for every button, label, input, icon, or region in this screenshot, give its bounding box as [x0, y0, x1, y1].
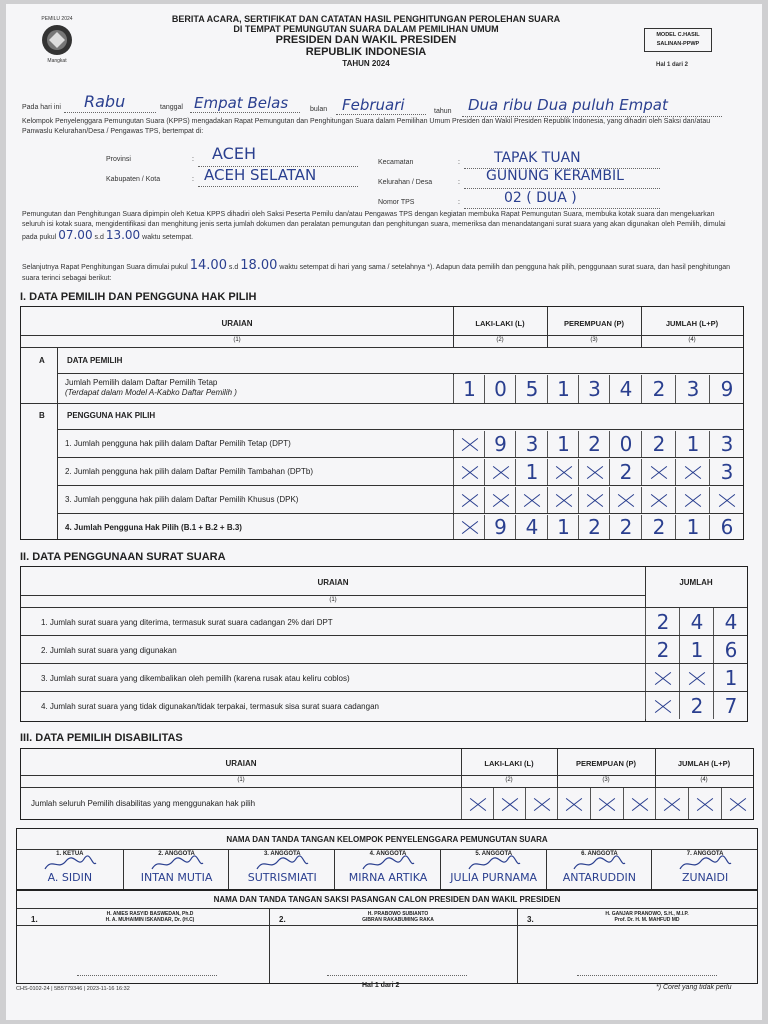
provinsi-colon: : [192, 156, 194, 163]
s1-cell [515, 515, 548, 539]
kpps-member-name: JULIA PURNAMA [450, 871, 538, 884]
kpps-member-name: ZUNAIDI [681, 871, 729, 884]
s2-cell [645, 608, 680, 635]
s3-cell [688, 788, 721, 819]
s3-n3: (3) [602, 777, 610, 783]
kecamatan-value: TAPAK TUAN [494, 150, 581, 166]
kpps-member-cell [440, 849, 547, 889]
hari-dots [64, 112, 156, 113]
s1-cell [484, 515, 516, 539]
s2-cell [645, 664, 680, 691]
kabupaten-label: Kabupaten / Kota [106, 176, 161, 183]
s1-rule-8 [57, 513, 743, 514]
s3-cell [623, 788, 656, 819]
s1-rule-2 [21, 347, 743, 348]
s1-cell [515, 487, 548, 513]
saksi-signature-table [16, 890, 758, 984]
kelurahan-label: Kelurahan / Desa [378, 179, 433, 186]
digit-value: 9 [494, 515, 507, 539]
count-paragraph [22, 260, 732, 284]
garuda-emblem-icon [36, 23, 78, 57]
footer-left: CHS-0102-24 | 5B5779346 | 2023-11-16 16:32 [16, 986, 130, 992]
cross-mark [645, 489, 673, 511]
cross-mark [683, 667, 711, 689]
s1-cell [641, 459, 676, 485]
s1-col-lp: JUMLAH (L+P) [665, 319, 719, 328]
saksi-sign-line-1 [77, 975, 217, 976]
model-label-2: SALINAN-PPWP [656, 41, 700, 47]
end-time: 13.00 [105, 228, 141, 242]
s1-n1: (1) [233, 337, 241, 343]
kpps-member-name: SUTRISMIATI [247, 871, 317, 884]
s1-a-row-2: (Terdapat dalam Model A-Kabko Daftar Pemilih ) [65, 388, 237, 397]
s3-vrule-b [557, 749, 558, 787]
saksi-vrule-b [517, 908, 518, 983]
digit-value: 2 [588, 515, 601, 539]
cross-mark [581, 489, 609, 511]
section2-table [20, 566, 748, 722]
s1-cell [453, 375, 485, 403]
kecamatan-colon: : [458, 159, 460, 166]
count-intro: Selanjutnya Rapat Penghitungan Suara dimulai pukul [22, 264, 188, 271]
s3-col-lp: JUMLAH (L+P) [677, 759, 731, 768]
kelurahan-dots [464, 188, 660, 189]
s1-cell [675, 431, 710, 457]
logo-bottom-text: Mangkat [47, 58, 67, 64]
start-time: 07.00 [58, 228, 93, 242]
cross-mark [645, 461, 673, 483]
kpps-title: NAMA DAN TANDA TANGAN KELOMPOK PENYELENGGARA PEMUNGUTAN SUARA [226, 835, 548, 844]
form-page [6, 4, 762, 1020]
cross-mark [649, 695, 677, 717]
s3-cell [493, 788, 526, 819]
kpps-member-cell [123, 849, 230, 889]
cross-mark [550, 489, 578, 511]
saksi-sign-line-3 [577, 975, 717, 976]
kpps-role: 6. ANGGOTA [581, 851, 618, 857]
s1-a-letter: A [39, 356, 45, 365]
cross-mark [550, 461, 578, 483]
cross-mark [456, 461, 484, 483]
s1-b1: 1. Jumlah pengguna hak pilih dalam Daftar Pemilih Tetap (DPT) [65, 439, 291, 448]
cross-mark [679, 489, 707, 511]
s1-cell [547, 487, 579, 513]
s1-cell [609, 459, 642, 485]
s1-cell [675, 375, 710, 403]
s1-cell [641, 515, 676, 539]
kpps-role: 7. ANGGOTA [686, 851, 724, 857]
tanggal-dots [190, 112, 300, 113]
s1-cell [547, 431, 579, 457]
digit-value: 9 [720, 377, 734, 401]
s2-rule-1 [21, 595, 645, 596]
digit-value: 1 [686, 515, 700, 539]
digit-value: 3 [588, 377, 601, 401]
tps-dots [464, 208, 660, 209]
hari-label: Pada hari ini [22, 104, 61, 111]
cross-mark [649, 667, 677, 689]
s2-cell [679, 636, 714, 663]
saksi-rule-2 [17, 925, 757, 926]
digit-value: 1 [724, 665, 738, 690]
s3-cell [721, 788, 754, 819]
s2-cell [713, 664, 748, 691]
footer-center: Hal 1 dari 2 [362, 982, 400, 989]
s1-b3: 3. Jumlah pengguna hak pilih dalam Daftar Pemilih Khusus (DPK) [65, 495, 299, 504]
saksi-c1b: H. A. MUHAIMIN ISKANDAR, Dr. (H.C) [105, 917, 195, 923]
digit-value: 9 [494, 432, 507, 456]
saksi-c2b: GIBRAN RAKABUMING RAKA [362, 917, 434, 923]
digit-value: 2 [656, 637, 670, 662]
s1-rule-1 [21, 335, 743, 336]
saksi-rule-1 [17, 908, 757, 909]
cross-mark [691, 793, 719, 815]
s3-vrule-c [655, 749, 656, 787]
s2-rule-5 [21, 691, 747, 692]
s1-cell [578, 487, 610, 513]
provinsi-value: ACEH [212, 144, 256, 163]
s1-cell [709, 515, 744, 539]
sd-2: s.d [228, 264, 239, 271]
kpps-role: 3. ANGGOTA [263, 851, 301, 857]
kpps-role: 1. KETUA [56, 851, 84, 857]
digit-value: 2 [652, 377, 666, 401]
saksi-title: NAMA DAN TANDA TANGAN SAKSI PASANGAN CALON PRESIDEN DAN WAKIL PRESIDEN [213, 895, 561, 904]
s1-a-title: DATA PEMILIH [67, 356, 123, 365]
cross-mark [679, 461, 707, 483]
bulan-label: bulan [310, 106, 328, 113]
s1-b-letter: B [39, 411, 45, 420]
footer-right: *) Coret yang tidak perlu [656, 984, 732, 991]
cross-mark [713, 489, 741, 511]
s3-n2: (2) [505, 777, 513, 783]
digit-value: 2 [652, 432, 666, 456]
kpps-member-name: MIRNA ARTIKA [348, 871, 428, 884]
s1-rule-4 [21, 403, 743, 404]
section1-title: I. DATA PEMILIH DAN PENGGUNA HAK PILIH [20, 291, 257, 303]
s1-b4: 4. Jumlah Pengguna Hak Pilih (B.1 + B.2 + B.3) [65, 523, 242, 532]
section1-table [20, 306, 744, 540]
s1-cell [709, 375, 744, 403]
s2-col-jumlah: JUMLAH [679, 578, 713, 587]
cross-mark [626, 793, 654, 815]
digit-value: 5 [525, 377, 539, 401]
digit-value: 2 [588, 432, 601, 456]
s1-cell [484, 487, 516, 513]
saksi-vrule-a [269, 908, 270, 983]
s2-rule-2 [21, 607, 747, 608]
bulan-value: Februari [342, 96, 405, 114]
s1-cell [609, 487, 642, 513]
digit-value: 1 [557, 377, 570, 401]
digit-value: 2 [652, 515, 666, 539]
header-title [106, 14, 626, 68]
s1-cell [515, 459, 548, 485]
header-line-2: DI TEMPAT PEMUNGUTAN SUARA DALAM PEMILIHAN UMUM [233, 24, 499, 34]
header-line-5: TAHUN 2024 [342, 59, 390, 68]
s3-col-p: PEREMPUAN (P) [575, 759, 636, 768]
logo-top-text: PEMILU 2024 [41, 16, 73, 22]
s1-cell [641, 375, 676, 403]
kpps-member-cell [334, 849, 441, 889]
sd-1: s.d [94, 234, 104, 241]
kpps-member-cell [17, 849, 123, 889]
s1-cell [453, 487, 485, 513]
s2-r4: 4. Jumlah surat suara yang tidak digunakan/tidak terpakai, termasuk sisa surat suara cadangan [41, 702, 379, 711]
s2-cell [645, 636, 680, 663]
digit-value: 1 [686, 432, 700, 456]
kabupaten-dots [198, 186, 358, 187]
s1-vrule-d [641, 307, 642, 347]
s1-rule-5 [57, 429, 743, 430]
digit-value: 4 [724, 609, 738, 634]
digit-value: 4 [619, 377, 633, 401]
s2-r1: 1. Jumlah surat suara yang diterima, termasuk surat suara cadangan 2% dari DPT [41, 618, 333, 627]
tps-colon: : [458, 199, 460, 206]
page-indicator: Hal 1 dari 2 [656, 62, 689, 68]
s1-cell [709, 459, 744, 485]
s2-cell [679, 692, 714, 719]
s1-vrule-b [453, 307, 454, 347]
digit-value: 0 [619, 432, 633, 456]
s1-cell [675, 459, 710, 485]
s1-rule-3 [57, 373, 743, 374]
kpu-logo [36, 16, 78, 66]
cross-mark [581, 461, 609, 483]
s2-cell [713, 608, 748, 635]
header-line-4: REPUBLIK INDONESIA [305, 46, 427, 58]
s1-cell [641, 431, 676, 457]
digit-value: 3 [686, 377, 700, 401]
s1-b-title: PENGGUNA HAK PILIH [67, 411, 156, 420]
kpps-signature-table [16, 828, 758, 890]
digit-value: 3 [720, 432, 734, 456]
s1-cell [515, 375, 548, 403]
kpps-member-name: A. SIDIN [47, 871, 93, 884]
tahun-value: Dua ribu Dua puluh Empat [468, 96, 668, 114]
s1-col-uraian: URAIAN [221, 319, 253, 328]
header-line-1: BERITA ACARA, SERTIFIKAT DAN CATATAN HASIL PENGHITUNGAN PEROLEHAN SUARA [171, 14, 561, 24]
bulan-dots [336, 114, 426, 115]
kpps-member-cell [228, 849, 335, 889]
tps-label: Nomor TPS [378, 199, 415, 206]
kpps-role: 2. ANGGOTA [158, 851, 195, 857]
digit-value: 7 [724, 693, 738, 718]
section2-title: II. DATA PENGGUNAAN SURAT SUARA [20, 551, 226, 563]
s1-cell [609, 515, 642, 539]
s1-cell [609, 431, 642, 457]
s1-cell [609, 375, 642, 403]
model-label-box [644, 28, 712, 52]
cross-mark [658, 793, 686, 815]
kpps-member-cell [651, 849, 758, 889]
s1-b2: 2. Jumlah pengguna hak pilih dalam Daftar Pemilih Tambahan (DPTb) [65, 467, 313, 476]
digit-value: 2 [656, 609, 670, 634]
s3-n1: (1) [237, 777, 245, 783]
kpps-role: 4. ANGGOTA [369, 851, 407, 857]
cross-mark [456, 433, 484, 455]
digit-value: 6 [724, 637, 738, 662]
s1-col-p: PEREMPUAN (P) [563, 319, 624, 328]
s1-n2: (2) [496, 337, 504, 343]
tps-value: 02 ( DUA ) [504, 190, 577, 206]
kabupaten-value: ACEH SELATAN [204, 166, 317, 184]
s3-cell [525, 788, 558, 819]
cross-mark [560, 793, 588, 815]
s3-rule-1 [21, 775, 753, 776]
count-end: 18.00 [240, 258, 278, 273]
cross-mark [518, 489, 546, 511]
kelurahan-colon: : [458, 179, 460, 186]
s1-vrule-c [547, 307, 548, 347]
cross-mark [456, 489, 484, 511]
narrative-text: Pemungutan dan Penghitungan Suara dipimpin oleh Ketua KPPS dihadiri oleh Saksi Peserta Pemilu dan/atau Pengawas TPS dengan kegiatan membuka Rapat Pemungutan Suara, membuka kotak suara dan mengeluarkan seluruh isi kotak suara, mengidentifikasi dan menghitung jenis serta jumlah dokumen dan peralatan pemungutan dan penghitungan suara, memeriksa dan menandatangani surat suara yang akan digunakan oleh Pemilih, dimulai pada pukul [22, 211, 726, 241]
cross-mark [612, 489, 640, 511]
tahun-label: tahun [434, 108, 452, 115]
saksi-c2a: H. PRABOWO SUBIANTO [367, 911, 429, 917]
saksi-sign-line-2 [327, 975, 467, 976]
kecamatan-label: Kecamatan [378, 159, 414, 166]
s1-n4: (4) [688, 337, 696, 343]
s1-cell [453, 431, 485, 457]
digit-value: 6 [720, 515, 734, 539]
s1-cell [484, 431, 516, 457]
count-start: 14.00 [189, 258, 227, 273]
s3-col-l: LAKI-LAKI (L) [484, 759, 534, 768]
s1-cell [547, 515, 579, 539]
saksi-n3: 3. [527, 915, 534, 924]
digit-value: 1 [463, 377, 476, 401]
digit-value: 2 [619, 460, 633, 484]
saksi-n2: 2. [279, 915, 286, 924]
s2-rule-4 [21, 663, 747, 664]
s3-r1: Jumlah seluruh Pemilih disabilitas yang menggunakan hak pilih [31, 799, 256, 808]
s1-rule-7 [57, 485, 743, 486]
s3-n4: (4) [700, 777, 708, 783]
s1-cell [578, 459, 610, 485]
s1-cell [709, 487, 744, 513]
s1-cell [484, 459, 516, 485]
kelurahan-value: GUNUNG KERAMBIL [486, 168, 624, 184]
cross-mark [487, 461, 515, 483]
s1-cell [578, 515, 610, 539]
count-tail: waktu setempat di hari yang sama / setelahnya *). Adapun data pemilih dan pengguna hak pilih, penggunaan surat suara, dan hasil penghitungan suara terinci sebagai berikut: [22, 264, 731, 282]
s3-cell [590, 788, 623, 819]
cross-mark [487, 489, 515, 511]
s2-rule-3 [21, 635, 747, 636]
cross-mark [724, 793, 752, 815]
s2-cell [679, 664, 714, 691]
model-label-1: MODEL C.HASIL [656, 32, 700, 38]
s1-a-row-1: Jumlah Pemilih dalam Daftar Pemilih Tetap [65, 378, 218, 387]
cross-mark [464, 793, 492, 815]
cross-mark [456, 516, 484, 538]
s2-col-uraian: URAIAN [317, 578, 349, 587]
s3-cell [461, 788, 494, 819]
s1-col-l: LAKI-LAKI (L) [475, 319, 525, 328]
s1-n3: (3) [590, 337, 598, 343]
s1-cell [578, 375, 610, 403]
s3-cell [655, 788, 688, 819]
kabupaten-colon: : [192, 176, 194, 183]
kpps-member-name: INTAN MUTIA [140, 871, 213, 884]
waktu-text: waktu setempat. [142, 234, 194, 241]
s1-cell [515, 431, 548, 457]
saksi-c1a: H. ANIES RASYID BASWEDAN, Ph.D [106, 911, 194, 917]
kpps-role: 5. ANGGOTA [475, 851, 513, 857]
kpps-member-cell [546, 849, 653, 889]
s1-cell [547, 375, 579, 403]
hari-value: Rabu [84, 92, 126, 111]
saksi-n1: 1. [31, 915, 38, 924]
s2-r2: 2. Jumlah surat suara yang digunakan [41, 646, 177, 655]
narrative-paragraph [22, 210, 732, 243]
digit-value: 1 [525, 460, 539, 484]
digit-value: 3 [525, 432, 539, 456]
s1-cell [709, 431, 744, 457]
s1-cell [453, 515, 485, 539]
s2-cell [713, 636, 748, 663]
cross-mark [496, 793, 524, 815]
digit-value: 4 [525, 515, 539, 539]
provinsi-label: Provinsi [106, 156, 131, 163]
s1-cell [547, 459, 579, 485]
s1-cell [453, 459, 485, 485]
s3-col-uraian: URAIAN [225, 759, 257, 768]
s2-n1: (1) [329, 597, 337, 603]
s1-vrule-a [57, 347, 58, 539]
section3-table [20, 748, 754, 820]
s2-cell [645, 692, 680, 719]
digit-value: 2 [690, 693, 704, 718]
cross-mark [593, 793, 621, 815]
s1-cell [578, 431, 610, 457]
s1-cell [675, 487, 710, 513]
digit-value: 1 [690, 637, 704, 662]
s2-r3: 3. Jumlah surat suara yang dikembalikan oleh pemilih (karena rusak atau keliru coblos) [41, 674, 350, 683]
saksi-c3b: Prof. Dr. H. M. MAHFUD MD [614, 917, 680, 923]
header-line-3: PRESIDEN DAN WAKIL PRESIDEN [275, 34, 457, 46]
cross-mark [528, 793, 556, 815]
s2-cell [679, 608, 714, 635]
digit-value: 1 [557, 432, 570, 456]
tanggal-label: tanggal [160, 104, 183, 111]
s1-cell [484, 375, 516, 403]
digit-value: 0 [494, 377, 507, 401]
s3-cell [557, 788, 590, 819]
opening-paragraph: Kelompok Penyelenggara Pemungutan Suara (KPPS) mengadakan Rapat Pemungutan dan Penghitungan Suara dalam Pemilihan Umum Presiden dan Wakil Presiden Republik Indonesia, yang dihadiri oleh Saksi dan/atau Panwaslu Kelurahan/Desa / Pengawas TPS, bertempat di: [22, 118, 711, 135]
digit-value: 1 [557, 515, 570, 539]
saksi-c3a: H. GANJAR PRANOWO, S.H., M.I.P. [605, 911, 689, 917]
s2-cell [713, 692, 748, 719]
digit-value: 4 [690, 609, 704, 634]
s1-cell [675, 515, 710, 539]
tanggal-value: Empat Belas [194, 94, 289, 112]
s1-rule-6 [57, 457, 743, 458]
s1-cell [641, 487, 676, 513]
kpps-member-name: ANTARUDDIN [562, 871, 637, 884]
digit-value: 3 [720, 460, 734, 484]
section3-title: III. DATA PEMILIH DISABILITAS [20, 732, 183, 744]
digit-value: 2 [619, 515, 633, 539]
